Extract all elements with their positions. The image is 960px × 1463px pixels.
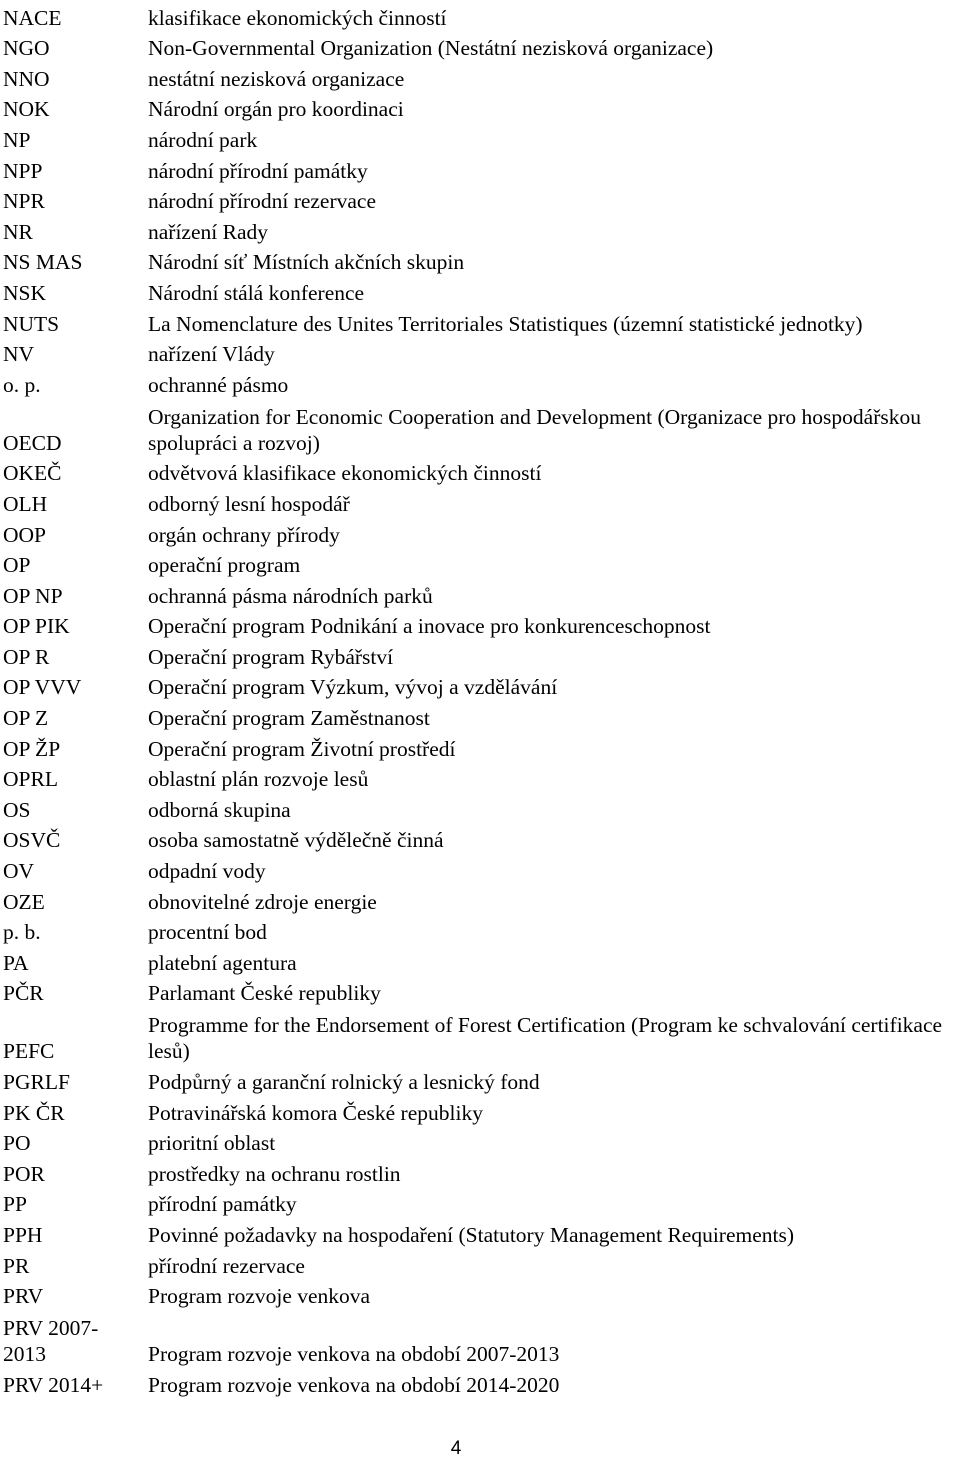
- abbreviation-meaning: La Nomenclature des Unites Territoriales Statistiques (územní statistické jednotky): [148, 311, 863, 336]
- abbreviation-code: OP ŽP: [3, 736, 61, 761]
- table-row: [3, 1156, 960, 1187]
- abbreviation-meaning: Operační program Výzkum, vývoj a vzdělávání: [148, 675, 558, 700]
- table-row: [3, 853, 960, 884]
- abbreviation-code: OP: [3, 553, 31, 578]
- abbreviation-meaning: obnovitelné zdroje energie: [148, 889, 377, 914]
- abbreviation-meaning: přírodní rezervace: [148, 1253, 305, 1278]
- abbreviation-code: OLH: [3, 491, 48, 516]
- table-row: [3, 245, 960, 276]
- abbreviation-meaning: procentní bod: [148, 920, 267, 945]
- abbreviation-meaning: Podpůrný a garanční rolnický a lesnický fond: [148, 1070, 540, 1094]
- abbreviation-code: OOP: [3, 522, 47, 547]
- abbreviation-meaning: klasifikace ekonomických činností: [148, 5, 447, 30]
- abbreviation-meaning: odborná skupina: [148, 797, 291, 822]
- table-row: [3, 670, 960, 701]
- abbreviation-meaning: národní přírodní rezervace: [148, 189, 377, 214]
- abbreviation-meaning: Povinné požadavky na hospodaření (Statutory Management Requirements): [148, 1222, 795, 1247]
- abbreviation-code: o. p.: [3, 372, 41, 397]
- table-row: [3, 823, 960, 854]
- abbreviation-meaning: Operační program Rybářství: [148, 644, 394, 669]
- table-row: [3, 61, 960, 92]
- abbreviation-meaning: ochranné pásmo: [148, 372, 289, 397]
- abbreviation-meaning: prioritní oblast: [148, 1131, 276, 1156]
- abbreviation-code: NNO: [3, 66, 50, 91]
- abbreviation-meaning: Potravinářská komora České republiky: [148, 1100, 483, 1125]
- table-row: [3, 275, 960, 306]
- abbreviation-code: OP Z: [3, 706, 49, 731]
- abbreviation-code: PEFC: [3, 1039, 55, 1064]
- abbreviation-meaning: Non-Governmental Organization (Nestátní nezisková organizace): [148, 36, 714, 61]
- abbreviation-code: PO: [3, 1131, 31, 1156]
- abbreviation-code: OS: [3, 797, 31, 822]
- abbreviation-code: NOK: [3, 97, 50, 122]
- abbreviation-meaning: odborný lesní hospodář: [148, 491, 350, 516]
- table-row: [3, 367, 960, 398]
- abbreviation-code: OECD: [3, 430, 62, 455]
- table-row: [3, 1217, 960, 1248]
- abbreviation-code: PK ČR: [3, 1100, 65, 1125]
- abbreviation-code: POR: [3, 1161, 45, 1186]
- abbreviation-meaning: Programme for the Endorsement of Forest Certification (Program ke schvalování certifikace lesů): [148, 1013, 943, 1064]
- abbreviation-meaning: operační program: [148, 553, 301, 578]
- abbreviation-meaning: Národní síť Místních akčních skupin: [148, 250, 465, 275]
- abbreviation-code: NACE: [3, 5, 62, 30]
- abbreviation-meaning: Operační program Podnikání a inovace pro konkurenceschopnost: [148, 614, 711, 639]
- abbreviation-meaning: Program rozvoje venkova: [148, 1284, 371, 1309]
- table-row: [3, 122, 960, 153]
- abbreviation-code: NPP: [3, 158, 43, 183]
- abbreviation-code: NR: [3, 219, 33, 244]
- table-row: [3, 1309, 960, 1367]
- abbreviation-meaning: národní přírodní památky: [148, 158, 368, 183]
- table-row: [3, 214, 960, 245]
- table-row: [3, 915, 960, 946]
- abbreviation-code: PGRLF: [3, 1070, 70, 1094]
- abbreviation-meaning: osoba samostatně výdělečně činná: [148, 828, 444, 853]
- table-row: [3, 1367, 960, 1398]
- abbreviation-code: OPRL: [3, 767, 58, 792]
- abbreviation-code: PR: [3, 1253, 30, 1278]
- abbreviation-meaning: prostředky na ochranu rostlin: [148, 1161, 401, 1186]
- table-row: [3, 1064, 960, 1095]
- abbreviation-meaning: ochranná pásma národních parků: [148, 583, 433, 608]
- table-row: [3, 153, 960, 184]
- abbreviation-code: NGO: [3, 36, 50, 61]
- abbreviation-code: OSVČ: [3, 828, 61, 853]
- table-row: [3, 762, 960, 793]
- table-row: [3, 731, 960, 762]
- abbreviation-code: NS MAS: [3, 250, 83, 275]
- page-number: 4: [450, 1438, 462, 1459]
- abbreviation-code: PRV 2014+: [3, 1372, 104, 1397]
- table-row: [3, 548, 960, 579]
- abbreviation-code: OV: [3, 859, 35, 884]
- table-row: [3, 976, 960, 1007]
- abbreviation-code: OKEČ: [3, 461, 62, 486]
- abbreviation-code: OP R: [3, 644, 50, 669]
- abbreviation-meaning: Národní stálá konference: [148, 280, 365, 305]
- abbreviation-code: NPR: [3, 189, 45, 214]
- abbreviation-code: p. b.: [3, 920, 41, 945]
- abbreviation-meaning: nařízení Rady: [148, 219, 268, 244]
- table-row: [3, 1187, 960, 1218]
- table-row: [3, 306, 960, 337]
- table-row: [3, 0, 960, 31]
- table-row: [3, 486, 960, 517]
- abbreviation-meaning: Organization for Economic Cooperation and Development (Organizace pro hospodářskou spolupráci a rozvoj): [148, 404, 921, 455]
- abbreviation-code: NP: [3, 127, 31, 152]
- abbreviation-code: PČR: [3, 981, 44, 1006]
- abbreviation-code: OP NP: [3, 583, 63, 608]
- table-row: [3, 456, 960, 487]
- abbreviation-meaning: nestátní nezisková organizace: [148, 66, 405, 91]
- abbreviation-meaning: Program rozvoje venkova na období 2014-2020: [148, 1372, 560, 1397]
- table-row: [3, 700, 960, 731]
- abbreviation-code: PRV 2007-2013: [3, 1316, 99, 1367]
- abbreviation-meaning: odvětvová klasifikace ekonomických činností: [148, 461, 542, 486]
- table-row: [3, 1248, 960, 1279]
- abbreviation-code: PA: [3, 950, 29, 975]
- abbreviation-code: NUTS: [3, 311, 60, 336]
- abbreviation-meaning: Program rozvoje venkova na období 2007-2013: [148, 1342, 560, 1367]
- abbreviation-meaning: přírodní památky: [148, 1192, 297, 1217]
- table-row: [3, 609, 960, 640]
- abbreviation-meaning: odpadní vody: [148, 859, 266, 884]
- abbreviation-table: [3, 0, 960, 1398]
- table-row: [3, 1279, 960, 1310]
- abbreviation-code: NSK: [3, 280, 47, 305]
- abbreviation-meaning: Parlamant České republiky: [148, 981, 381, 1006]
- table-row: [3, 884, 960, 915]
- abbreviation-meaning: Operační program Zaměstnanost: [148, 706, 430, 731]
- abbreviation-code: PP: [3, 1192, 27, 1217]
- table-row: [3, 1126, 960, 1157]
- table-row: [3, 792, 960, 823]
- abbreviation-meaning: národní park: [148, 127, 258, 152]
- abbreviation-meaning: Národní orgán pro koordinaci: [148, 97, 404, 122]
- abbreviation-code: PRV: [3, 1284, 44, 1309]
- abbreviation-code: NV: [3, 342, 35, 367]
- table-row: [3, 945, 960, 976]
- table-row: [3, 517, 960, 548]
- abbreviation-code: PPH: [3, 1222, 43, 1247]
- table-row: [3, 184, 960, 215]
- table-row: [3, 639, 960, 670]
- table-row: [3, 31, 960, 62]
- abbreviation-meaning: platební agentura: [148, 950, 297, 975]
- abbreviation-code: OP PIK: [3, 614, 70, 639]
- abbreviation-meaning: nařízení Vlády: [148, 342, 275, 367]
- table-row: [3, 398, 960, 456]
- abbreviation-meaning: oblastní plán rozvoje lesů: [148, 767, 369, 792]
- abbreviation-meaning: orgán ochrany přírody: [148, 522, 340, 547]
- abbreviation-meaning: Operační program Životní prostředí: [148, 736, 456, 761]
- table-row: [3, 337, 960, 368]
- table-row: [3, 578, 960, 609]
- abbreviation-code: OZE: [3, 889, 45, 914]
- table-row: [3, 1095, 960, 1126]
- table-row: [3, 92, 960, 123]
- abbreviation-code: OP VVV: [3, 675, 82, 700]
- table-row: [3, 1006, 960, 1064]
